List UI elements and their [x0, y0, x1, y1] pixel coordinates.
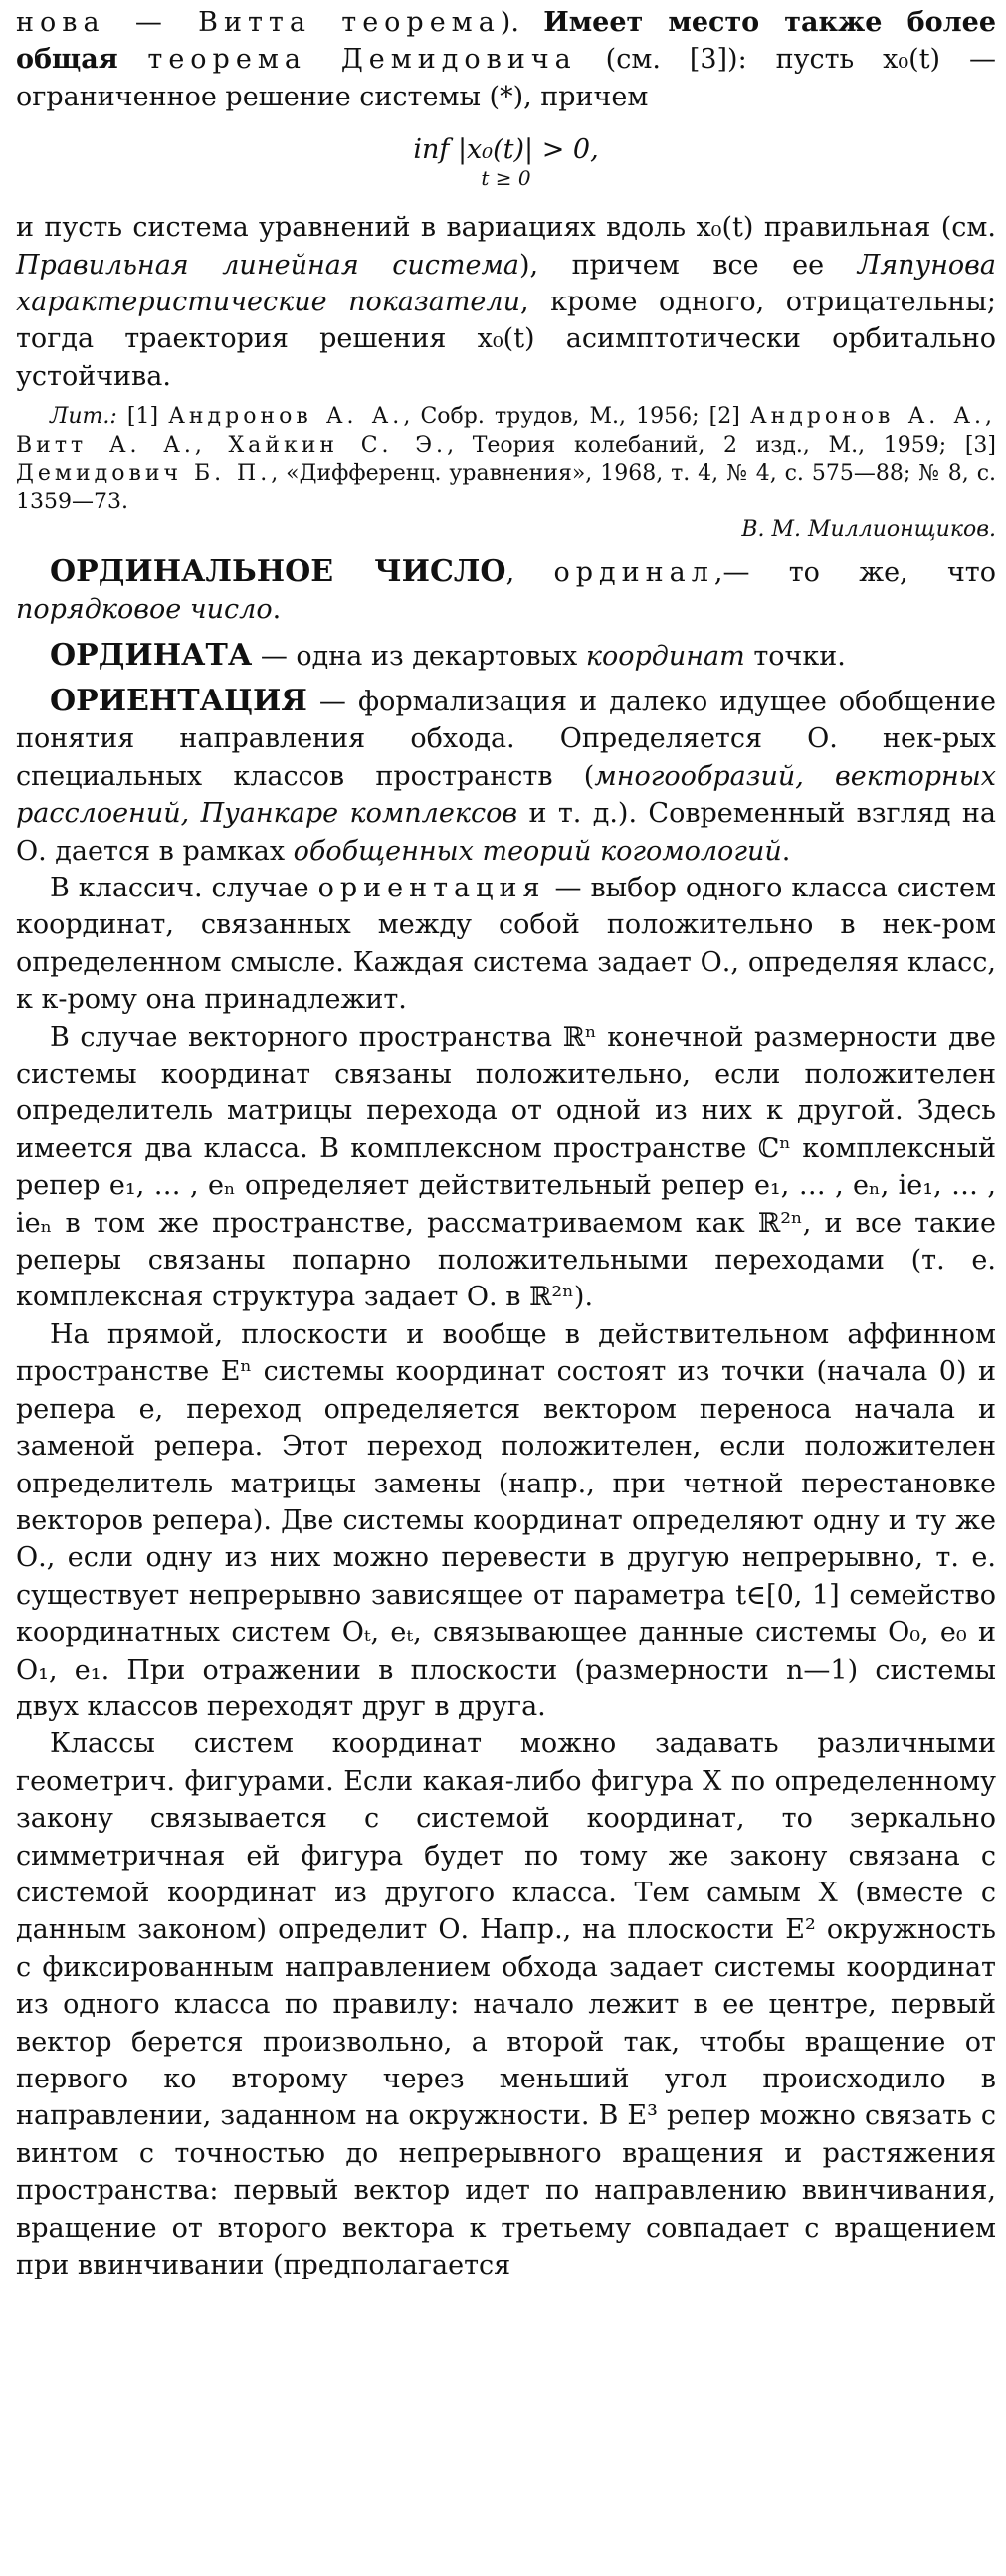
- text-fragment: ,— то же, что: [713, 556, 996, 588]
- text-fragment: ), причем все ее: [518, 249, 858, 281]
- author-name: Демидович Б. П.: [16, 461, 272, 487]
- theorem-name-vitt: нова — Витта теорема: [16, 7, 501, 38]
- intro-paragraph: [16, 4, 996, 115]
- cross-reference-link[interactable]: Ляпунова характеристические показатели: [16, 249, 996, 318]
- literature-label: Лит.:: [50, 404, 117, 430]
- entry-ordinata: [16, 637, 996, 675]
- text-fragment: [1]: [116, 404, 169, 430]
- text-fragment: (см. [3]): пусть x₀(t) — ограниченное решение системы (*), причем: [16, 44, 996, 112]
- theorem-name-demidovich: теорема Демидовича: [147, 44, 577, 76]
- entry-term: ОРДИНАЛЬНОЕ ЧИСЛО: [50, 553, 506, 589]
- author-name: Андронов А. А.: [168, 404, 404, 430]
- orientation-paragraph-4: На прямой, плоскости и вообще в действительном аффинном пространстве Eⁿ системы координат состоят из точки (начала 0) и репера e, переход определяется вектором переноса начала и заменой репера. Этот переход положителен, если положителен определитель матрицы замены (напр., при четной перестановке векторов репера). Две системы координат определяют одну и ту же О., если одну из них можно перевести в другую непрерывно, т. е. существует непрерывно зависящее от параметра t∈[0, 1] семейство координатных систем Oₜ, eₜ, связывающее данные системы O₀, e₀ и O₁, e₁. При отражении в плоскости (размерности n—1) системы двух классов переходят друг в друга.: [16, 1318, 996, 1722]
- text-fragment: Имеет место также более общая: [16, 7, 997, 76]
- cross-reference-link[interactable]: координат: [585, 640, 745, 672]
- text-fragment: .: [781, 835, 791, 867]
- text-fragment: и т. д.). Современный взгляд на О. дается в рамках: [16, 798, 996, 867]
- author-name: Андронов А. А., Витт А. А., Хайкин С. Э.: [16, 404, 997, 458]
- text-fragment: , Теория колебаний, 2 изд., М., 1959; [3]: [447, 432, 996, 458]
- orientation-paragraph-5: Классы систем координат можно задавать различными геометрич. фигурами. Если какая-либо фигура X по определенному закону связывается с системой координат, то зеркально симметричная ей фигура будет по тому же закону связана с системой координат из другого класса. Тем самым X (вместе с данным законом) определит О. Напр., на плоскости E² окружность с фиксированным направлением обхода задает системы координат из одного класса по правилу: начало лежит в ее центре, первый вектор берется произвольно, а второй так, чтобы вращение от первого ко второму через меньший угол происходило в направлении, заданном на окружности. В E³ репер можно связать с винтом с точностью до непрерывного вращения и растяжения пространства: первый вектор идет по направлению ввинчивания, вращение от второго вектора к третьему совпадает с вращением при ввинчивании (предполагается: [16, 1728, 996, 2281]
- text-fragment: — одна из декартовых: [252, 640, 586, 672]
- text-fragment: ).: [500, 7, 544, 38]
- cross-reference-link[interactable]: порядковое число: [16, 594, 273, 626]
- text-fragment: и пусть система уравнений в вариациях вдоль x₀(t) правильная (см.: [16, 212, 996, 244]
- orientation-paragraph-2: [16, 870, 996, 1019]
- text-fragment: , Собр. трудов, М., 1956; [2]: [403, 404, 750, 430]
- cross-reference-link[interactable]: Правильная линейная система: [16, 249, 519, 281]
- intro-paragraph-2: [16, 209, 996, 395]
- entry-ordinal-number: ОРДИНАЛЬНОЕ ЧИСЛО, ординал,— то же, что порядковое число.: [16, 553, 996, 626]
- spaced-term: ориентация: [317, 873, 546, 903]
- cross-reference-link[interactable]: обобщенных теорий когомологий: [293, 835, 782, 867]
- orientation-paragraph-3: В случае векторного пространства ℝⁿ конечной размерности две системы координат связаны положительно, если положителен определитель матрицы перехода от одной из них к другой. Здесь имеется два класса. В комплексном пространстве ℂⁿ комплексный репер e₁, … , eₙ определяет действительный репер e₁, … , eₙ, ie₁, … , ieₙ в том же пространстве, рассматриваемом как ℝ²ⁿ, и все такие реперы связаны попарно положительными переходами (т. е. комплексная структура задает О. в ℝ²ⁿ).: [16, 1021, 996, 1313]
- entry-term: ОРДИНАТА: [50, 637, 253, 673]
- formula-inf: [16, 115, 996, 209]
- literature-block: [16, 403, 996, 516]
- author-signature: В. М. Миллионщиков.: [741, 517, 996, 543]
- text-fragment: — формализация и далеко идущее обобщение понятия направления обхода. Определяется О. нек-рых специальных классов пространств (: [16, 686, 996, 792]
- cross-reference-link[interactable]: многообразий, векторных расслоений, Пуанкаре комплексов: [16, 760, 997, 830]
- entry-synonym: ординал: [553, 556, 714, 588]
- text-fragment: , кроме одного, отрицательны; тогда траектория решения x₀(t) асимптотически орбитально устойчива.: [16, 287, 996, 392]
- text-fragment: точки.: [744, 640, 846, 672]
- text-fragment: — выбор одного класса систем координат, связанных между собой положительно в нек-ром определенном смысле. Каждая система задает О., определяя класс, к к-рому она принадлежит.: [16, 873, 996, 1016]
- text-fragment: В классич. случае: [50, 873, 318, 903]
- entry-term: ОРИЕНТАЦИЯ: [50, 683, 307, 718]
- text-fragment: , «Дифференц. уравнения», 1968, т. 4, № 4, с. 575—88; № 8, с. 1359—73.: [16, 461, 997, 514]
- text-fragment: .: [272, 594, 282, 626]
- entry-orientation: [16, 683, 996, 870]
- formula-main: inf |x₀(t)| > 0,: [413, 134, 599, 166]
- formula-subscript: t ≥ 0: [481, 166, 531, 191]
